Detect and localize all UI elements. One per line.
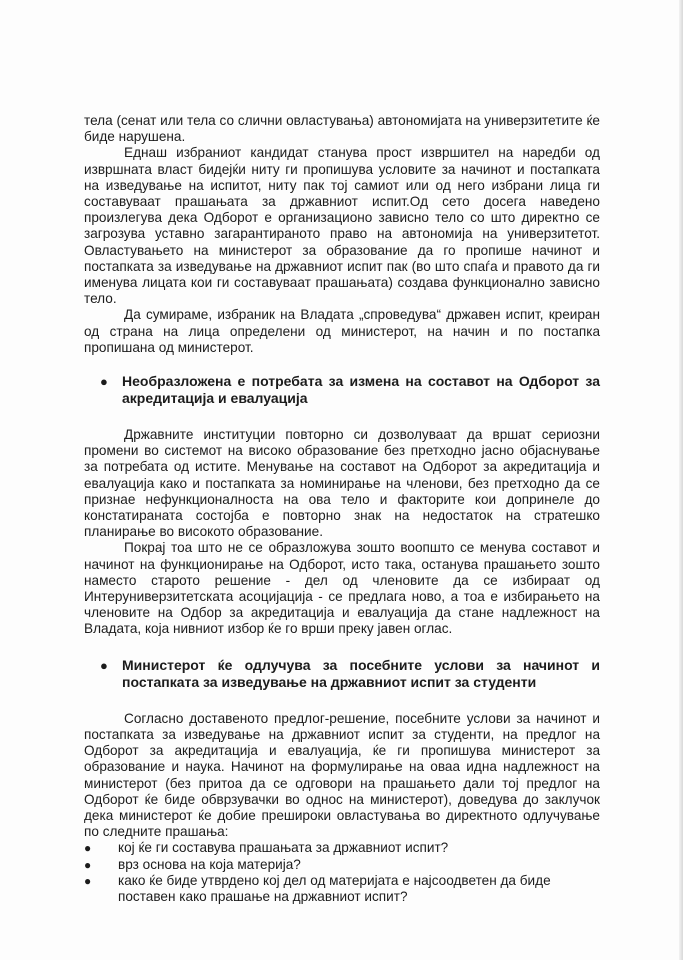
paragraph-besides: Покрај тоа што не се образложува зошто воопшто се менува составот и начинот на функционирање на Одборот, исто така, останува прашањето зошто наместо старото решение - дел од членовите да се избираат од Интеруниверзитетската асоцијација - се предлага ново, а тоа е избирањето на членовите на Одбор за акредитација и евалуација да стане надлежност на Владата, која нивниот избор ќе го врши преку јавен оглас.	[84, 540, 600, 637]
paragraph-single-elected: Еднаш избраниот кандидат станува прост извршител на наредби од извршната власт бидејќи ниту ги пропишува условите за начинот и постапката на изведување на испитот, ниту пак тој самиот или од него избрани лица ги составуваат прашањата за државниот испит.Од сето досега наведено произлегува дека Одборот е организационо зависно тело со што директно се загрозува уставно загарантираното право на автономија на универзитетот. Овластувањето на министерот за образование да го пропише начинот и постапката за изведување на државниот испит пак (во што спаѓа и правото да ги именува лицата кои ги составуваат прашањата) создава функционално зависно тело.	[84, 145, 600, 307]
bullet-icon: ●	[84, 857, 92, 872]
page-edge	[679, 0, 683, 960]
section-heading-text: Необразложена е потребата за измена на составот на Одборот за акредитација и евалуација	[122, 373, 600, 407]
bullet-icon: ●	[84, 841, 92, 856]
list-item-text: како ќе биде утврдено кој дел од материјата е најсоодветен да биде поставен како прашање на државниот испит?	[118, 872, 551, 904]
list-item-text: кој ќе ги составува прашањата за државниот испит?	[118, 840, 449, 856]
paragraph-intro: тела (сенат или тела со слични овластувања) автономијата на универзитетите ќе биде нарушена.	[84, 113, 600, 145]
paragraph-institutions: Државните институции повторно си дозволуваат да вршат сериозни промени во системот на високо образование без претходно јасно објаснување за потребата од истите. Менување на составот на Одборот за акредитација и евалуација како и постапката за номинирање на членови, без претходно да се признае нефункционалноста на ова тело и факторите кои допринеле до констатираната состојба е повторно знак на недостаток на стратешко планирање во високото образование.	[84, 427, 600, 540]
bullet-icon: ●	[100, 657, 108, 673]
bullet-icon: ●	[84, 873, 92, 888]
list-item	[84, 857, 600, 873]
paragraph-according: Согласно доставеното предлог-решение, посебните услови за начинот и постапката за изведување на државниот испит за студенти, на предлог на Одборот за акредитација и евалуација, ќе ги пропишува министерот за образование и наука. Начинот на формулирање на оваа идна надлежност на министерот (без притоа да се одговори на прашањето дали тој предлог на Одборот ќе биде обврзувачки во однос на министерот), доведува до заклучок дека министерот ќе добие прешироки овластувања во директното одлучување по следните прашања:	[84, 710, 600, 840]
list-item	[84, 840, 600, 856]
document-body	[84, 113, 600, 905]
section-heading-minister	[84, 657, 600, 691]
paragraph-summary: Да сумираме, избраник на Владата „спроведува“ државен испит, креиран од страна на лица определени од министерот, на начин и по постапка пропишана од министерот.	[84, 307, 600, 355]
section-heading-accreditation	[84, 373, 600, 407]
list-item-text: врз основа на која материја?	[118, 856, 301, 872]
section-heading-text: Министерот ќе одлучува за посебните услови за начинот и постапката за изведување на државниот испит за студенти	[122, 656, 600, 690]
questions-list	[84, 840, 600, 905]
list-item	[84, 873, 600, 905]
bullet-icon: ●	[100, 374, 108, 390]
